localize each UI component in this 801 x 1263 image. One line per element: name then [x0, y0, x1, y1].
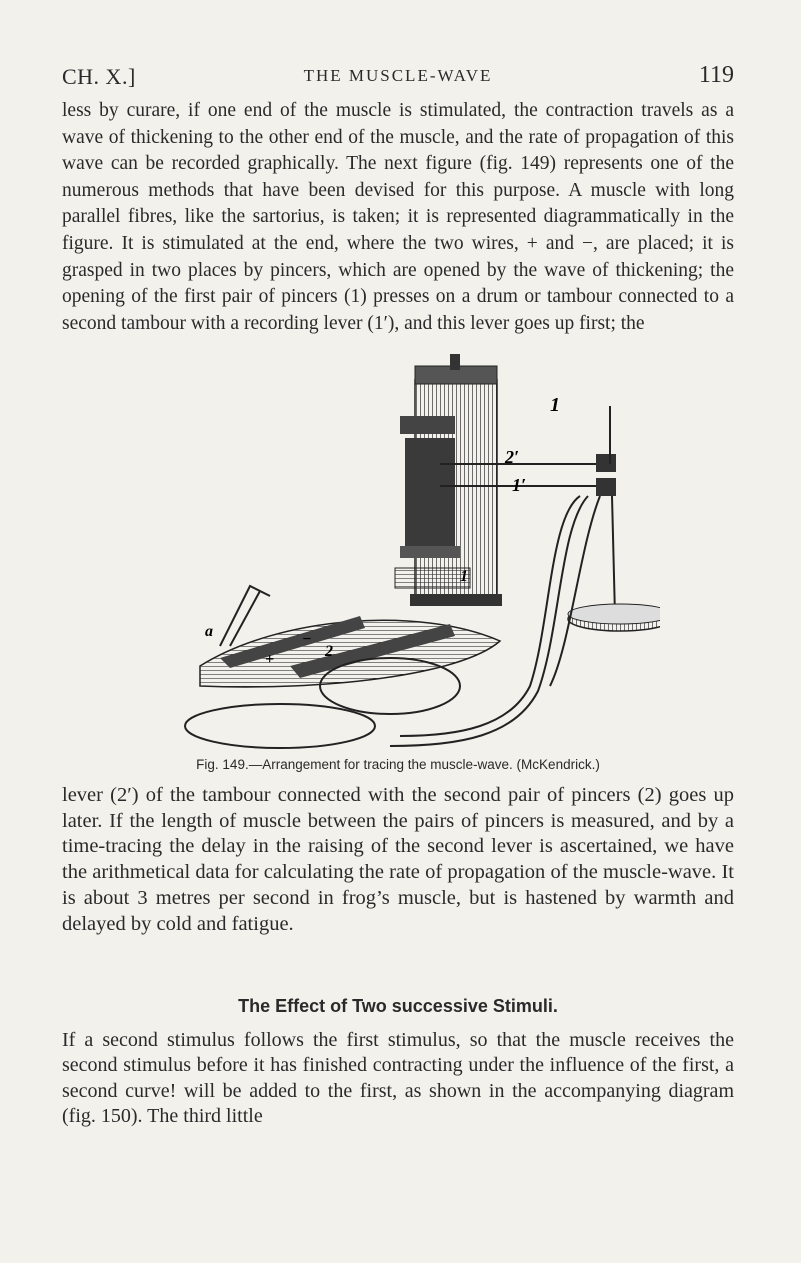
second-tambour	[568, 604, 660, 631]
running-title: THE MUSCLE-WAVE	[303, 66, 493, 85]
paragraph-2: lever (2′) of the tambour connected with the second pair of pincers (2) goes up later. If the length of muscle between the pairs of pincers is measured, and by a time-tracing the delay in the raising of the second lever is ascertained, we have the arithmetical data for calculating the rate of propagation of the muscle-wave. It is about 3 metres per second in frog’s muscle, but is hastened by warmth and delayed by cold and fatigue.	[62, 784, 734, 935]
page-number: 119	[698, 62, 734, 88]
paragraph-1: less by curare, if one end of the muscle is stimulated, the contraction travels as a wave of thickening to the other end of the muscle, and the rate of propagation of this wave can be recorded graphically. The next figure (fig. 149) represents one of the numerous methods that have been devised for this purpose. A muscle with long parallel fibres, like the sartorius, is taken; it is represented diagrammatically in the figure. It is stimulated at the end, where the two wires, + and −, are placed; it is grasped in two places by pincers, which are opened by the wave of thickening; the opening of the first pair of pincers (1) presses on a drum or tambour connected to a second tambour with a recording lever (1′), and this lever goes up first; the	[62, 100, 734, 334]
label-pincer-1: 1	[460, 568, 468, 585]
paragraph-3: If a second stimulus follows the first stimulus, so that the muscle receives the second stimulus before it has finished contracting under the influence of the first, a second curve! will be added to the first, as shown in the accompanying diagram (fig. 150). The third little	[62, 1029, 734, 1128]
label-lever-1: 1′	[512, 475, 527, 495]
muscle-board	[185, 586, 500, 748]
figure-149	[160, 346, 660, 761]
label-wire-a: a	[205, 623, 213, 640]
label-pincer-2: 2	[325, 643, 333, 660]
label-minus: −	[302, 631, 312, 648]
running-header	[62, 62, 734, 96]
label-lever-2: 2′	[505, 447, 520, 467]
label-mark-1: 1	[550, 394, 560, 416]
chapter-label: CH. X.]	[62, 64, 136, 89]
figure-caption: Fig. 149.—Arrangement for tracing the muscle-wave. (McKendrick.)	[196, 757, 600, 772]
label-plus: +	[265, 651, 275, 668]
apparatus-illustration	[160, 346, 660, 761]
section-heading: The Effect of Two successive Stimuli.	[238, 996, 558, 1016]
